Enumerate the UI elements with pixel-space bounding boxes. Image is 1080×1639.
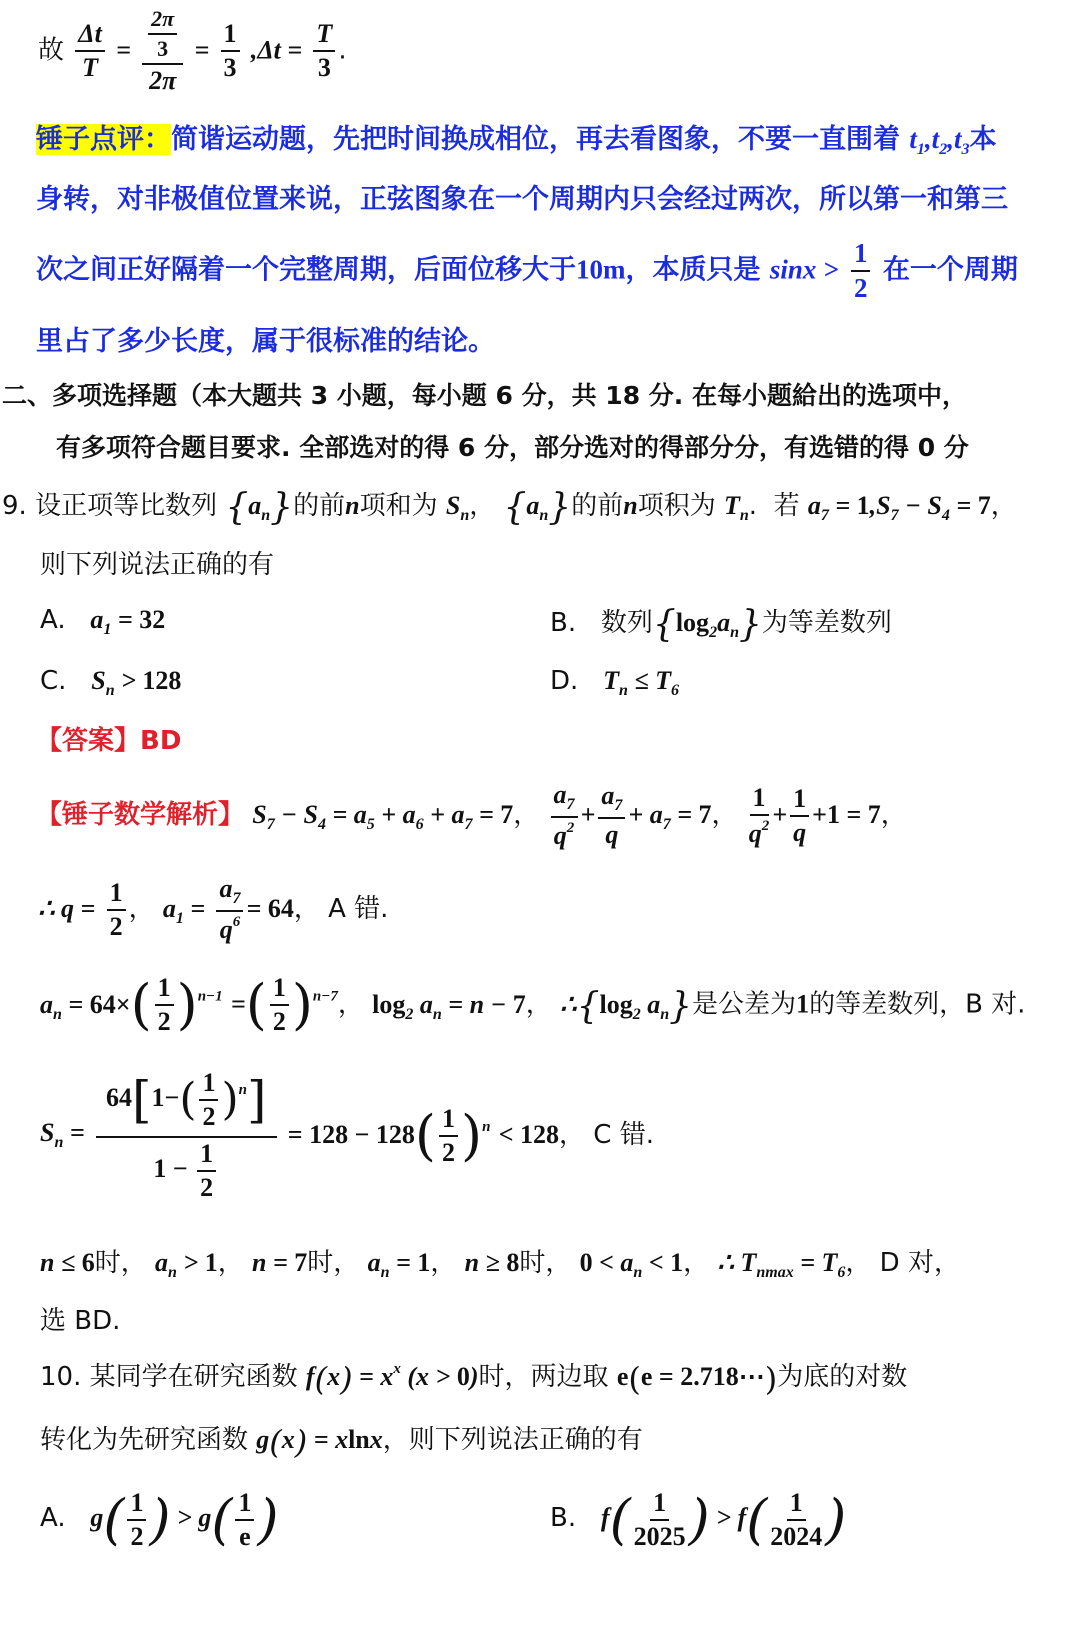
log-an: $\log_2 a_n = n - 7$ bbox=[372, 989, 526, 1023]
frac-1-q2: $\frac{1}{q^2}$ bbox=[748, 782, 770, 848]
q9-text-6: 若 bbox=[773, 490, 800, 521]
period: . bbox=[338, 35, 347, 66]
review-label: 锤子点评： bbox=[36, 124, 171, 155]
section-text-1: 二、多项选择题（本大题共 3 小题，每小题 6 分，共 18 分. 在每小题給出的选项中， bbox=[2, 381, 968, 410]
option-c-math: $S_n > 128$ bbox=[91, 666, 182, 699]
review-text-3d: 在一个周期 bbox=[882, 254, 1018, 286]
frac-2pi3-over-2pi: $\frac{\frac{2\pi}{3}}{2\pi}$ bbox=[142, 8, 183, 94]
q9-analysis-4: $S_n$ = 64[1−( $\frac{1}{2}$ )$^n$] 1 − $\frac{1}{2}$ = 128 − 128( $\frac{1}{2}$ )$^n$ < 128， C 错. bbox=[40, 1068, 654, 1202]
q9-condition: $a_7 = 1,S_7 - S_4 = 7$ bbox=[807, 490, 991, 524]
q9-stem-text: 则下列说法正确的有 bbox=[40, 550, 275, 580]
eq: = bbox=[116, 35, 131, 65]
review-text-3a: 次之间正好隔着一个完整周期，后面位移大于 bbox=[36, 254, 576, 286]
review-line-1 bbox=[36, 126, 996, 158]
q10-option-a[interactable] bbox=[40, 1490, 279, 1550]
option-c-label: C. bbox=[40, 666, 67, 696]
frac-Sn: 64[1−( $\frac{1}{2}$ )$^n$] 1 − $\frac{1}{2}$ bbox=[96, 1070, 277, 1201]
formula-line-1 bbox=[38, 8, 347, 94]
option-d-math: $T_n \le T_6$ bbox=[603, 666, 680, 699]
q10-option-a-math: g( $\frac{1}{2}$ ) > g( $\frac{1}{e}$ ) bbox=[90, 1488, 279, 1551]
q9-option-b[interactable] bbox=[550, 604, 892, 645]
q9-analysis-2: ∴ q = $\frac{1}{2}$ ， $a_1$ = $\frac{a_7}{q^6}$ = 64， A 错. bbox=[38, 874, 389, 944]
q9-analysis-5: n ≤ 6时， $a_n > 1$， n = 7时， $a_n = 1$， n ≥ 8时， $0 < a_n < 1$， ∴ $T_{nmax} = T_6$， D 对， bbox=[40, 1248, 960, 1281]
seq-an-2: $\{a_n\}$ bbox=[503, 487, 572, 528]
review-text-2: 身转，对非极值位置来说，正弦图象在一个周期内只会经过两次，所以第一和第三 bbox=[36, 184, 1008, 215]
therefore-log: $\therefore\{\log_2$ $a_n$} bbox=[560, 985, 693, 1027]
review-text-1: 简谐运动题，先把时间换成相位，再去看图象，不要一直围着 bbox=[171, 124, 900, 155]
q9-stem-2 bbox=[40, 552, 274, 578]
review-text-1-end: 本 bbox=[969, 124, 997, 155]
c-wrong: C 错. bbox=[593, 1120, 654, 1150]
seq-an: $\{a_n\}$ bbox=[225, 487, 294, 528]
frac-1-3: $\frac{1}{3}$ bbox=[221, 21, 240, 81]
review-line-4 bbox=[36, 328, 495, 355]
review-text-3c: ，本质只是 bbox=[625, 254, 761, 286]
q9-stem-1: 9. 设正项等比数列 $\{a_n\}$的前n项和为 $S_n$， $\{a_n\}$的前n项积为 $T_n$. 若 $a_7 = 1,S_7 - S_4 = 7$， bbox=[2, 487, 1017, 528]
q10-option-a-label: A. bbox=[40, 1502, 66, 1533]
choose-text: 选 BD. bbox=[40, 1306, 121, 1336]
review-text-4: 里占了多少长度，属于很标准的结论。 bbox=[36, 326, 495, 357]
q9-text-3: 项和为 bbox=[359, 490, 438, 521]
e-def: e(e = 2.718⋯) bbox=[616, 1360, 778, 1399]
analysis-eq-1: $S_7 - S_4 = a_5 + a_6 + a_7 = 7$ bbox=[252, 800, 514, 833]
fx-def: $f(x) = x^x$ (x > 0) bbox=[305, 1360, 479, 1399]
Sn-eq: $S_n$ = bbox=[40, 1118, 85, 1151]
q10-option-b-math: f( $\frac{1}{2025}$ ) > f( $\frac{1}{2024}$ ) bbox=[600, 1488, 847, 1551]
dt-eq: ,Δt = bbox=[250, 35, 303, 65]
therefore-q: ∴ q = bbox=[38, 894, 96, 923]
frac-half-c: $\frac{1}{2}$ bbox=[439, 1106, 458, 1166]
shi-2: 时， bbox=[307, 1248, 360, 1278]
section-text-2: 有多项符合题目要求. 全部选对的得 6 分，部分选对的得部分分，有选错的得 0 分 bbox=[56, 433, 969, 462]
frac-a7-q2: $\frac{a_7}{q^2}$ bbox=[551, 782, 578, 849]
answer-value: BD bbox=[140, 726, 182, 756]
frac-dt-over-T: $\frac{\Delta t}{T}$ bbox=[75, 21, 105, 81]
Tn: $T_n$ bbox=[723, 490, 749, 524]
frac-q-half: $\frac{1}{2}$ bbox=[107, 880, 126, 940]
frac-half-b: $\frac{1}{2}$ bbox=[270, 975, 289, 1035]
q10-text-5: ，则下列说法正确的有 bbox=[382, 1424, 643, 1455]
frac-half: $\frac{1}{2}$ bbox=[851, 240, 871, 302]
n-var: n bbox=[345, 490, 360, 520]
q10-text-1: 某同学在研究函数 bbox=[89, 1362, 298, 1392]
q9-option-d[interactable] bbox=[550, 668, 679, 699]
frac-a7-q6: $\frac{a_7}{q^6}$ bbox=[216, 876, 243, 943]
text-gu: 故 bbox=[38, 35, 65, 66]
q9-option-c[interactable] bbox=[40, 668, 181, 699]
t-symbols: $t_1,t_2,t_3$ bbox=[909, 124, 970, 158]
section-header-1 bbox=[2, 383, 967, 408]
shi-1: 时， bbox=[94, 1248, 147, 1278]
b-right-tail: 的等差数列，B 对. bbox=[809, 989, 1026, 1020]
sinx-gt: sinx > bbox=[769, 254, 839, 285]
section-header-2 bbox=[56, 435, 969, 460]
q10-text-2: 时，两边取 bbox=[478, 1362, 609, 1392]
review-10m: 10m bbox=[576, 254, 626, 285]
q9-text-2: 的前 bbox=[293, 490, 346, 521]
option-b-label: B. bbox=[550, 607, 577, 638]
q9-text-1: 设正项等比数列 bbox=[35, 490, 218, 521]
a1-eq: $a_1$ = bbox=[162, 894, 206, 927]
option-b-text: 数列 bbox=[600, 607, 653, 638]
b-right-text: 是公差为 bbox=[692, 989, 797, 1020]
q10-number: 10. bbox=[40, 1362, 82, 1392]
frac-1-q: $\frac{1}{q}$ bbox=[790, 786, 809, 846]
a-wrong: A 错. bbox=[328, 894, 389, 924]
frac-T-3: $\frac{T}{3}$ bbox=[313, 21, 335, 81]
n-var-2: n bbox=[623, 490, 638, 520]
Sn: $S_n$ bbox=[445, 490, 470, 524]
q9-answer bbox=[36, 728, 181, 754]
an-formula: $a_n = 64\times$ bbox=[40, 989, 131, 1023]
q9-option-a[interactable] bbox=[40, 607, 165, 638]
q9-text-4: 的前 bbox=[571, 490, 624, 521]
option-a-label: A. bbox=[40, 605, 66, 635]
option-b-tail: 为等差数列 bbox=[761, 607, 892, 638]
d-right: D 对， bbox=[879, 1248, 960, 1278]
q10-option-b[interactable] bbox=[550, 1490, 846, 1550]
option-b-math: $\{\log_2a_n\}$ bbox=[652, 604, 762, 645]
analysis-label: 【锤子数学解析】 bbox=[36, 800, 245, 830]
answer-label: 【答案】 bbox=[36, 726, 141, 756]
q9-text-5: 项积为 bbox=[637, 490, 716, 521]
frac-a7-q: $\frac{a_7}{q}$ bbox=[598, 783, 625, 848]
q9-choose bbox=[40, 1308, 120, 1334]
gx-def: g(x) = xlnx bbox=[256, 1423, 383, 1461]
frac-half-a: $\frac{1}{2}$ bbox=[155, 975, 174, 1035]
q10-stem-2 bbox=[40, 1423, 643, 1461]
q10-text-3: 为底的对数 bbox=[777, 1362, 908, 1392]
eq: = bbox=[194, 35, 210, 65]
q10-text-4: 转化为先研究函数 bbox=[40, 1424, 249, 1455]
option-a-math: $a_1 = 32$ bbox=[90, 605, 166, 638]
q10-option-b-label: B. bbox=[550, 1502, 577, 1533]
shi-3: 时， bbox=[519, 1248, 572, 1278]
q9-analysis-3: $a_n = 64\times$( $\frac{1}{2}$ )$^{n-1}$ =( $\frac{1}{2}$ )$^{n-7}$， $\log_2 a_n = n - 7$， $\therefore\{\log_2$ $a_n$}是公差为1的等差数列，B 对. bbox=[40, 973, 1026, 1036]
review-line-2 bbox=[36, 186, 1008, 213]
review-line-3 bbox=[36, 240, 1018, 302]
option-d-label: D. bbox=[550, 666, 579, 696]
q10-stem-1 bbox=[40, 1360, 908, 1399]
q9-number: 9. bbox=[2, 490, 27, 521]
q9-analysis-1: 【锤子数学解析】 $S_7 - S_4 = a_5 + a_6 + a_7 = 7$， $\frac{a_7}{q^2}$ + $\frac{a_7}{q}$ + $a_7 = 7$， $\frac{1}{q^2}$ + $\frac{1}{q}$ +1 = 7， bbox=[36, 780, 907, 850]
